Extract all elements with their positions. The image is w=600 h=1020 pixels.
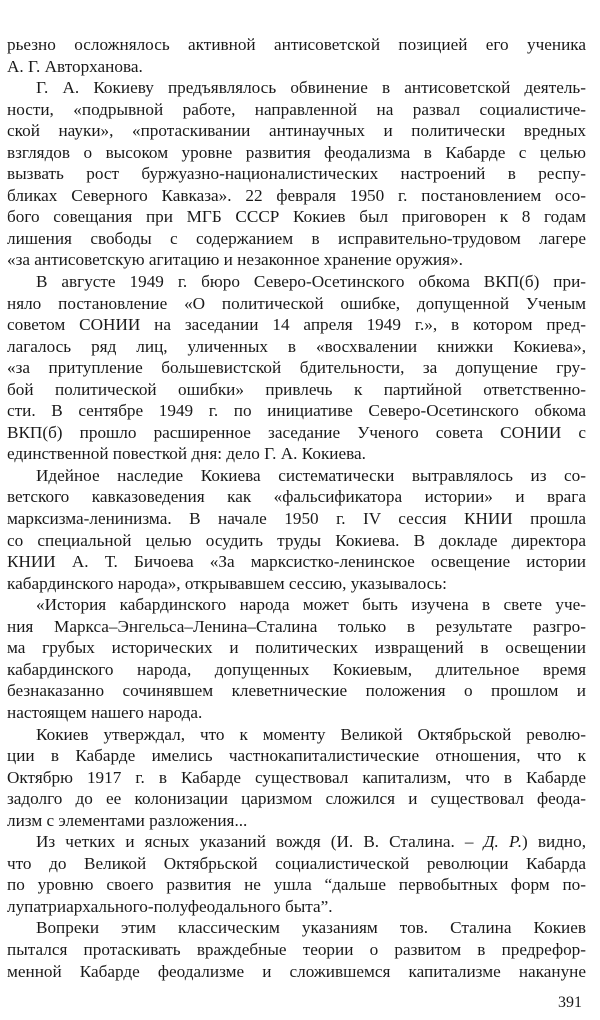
text-line: Кокиев утверждал, что к моменту Великой Октябрьской револю- [36,724,586,744]
text-line: лизм с элементами разложения... [7,810,248,830]
text-line: «История кабардинского народа может быть изучена в свете уче- [36,595,586,615]
text-line: бликах Северного Кавказа». 22 февраля 1950 г. постановлением осо- [7,185,586,205]
text-line: Вопреки этим классическим указаниям тов. Сталина Кокиев [36,918,586,938]
text-line: безнаказанно сочинявшем клеветнические положения о прошлом и [7,681,586,701]
text-line: няло постановление «О политической ошибке, допущенной Ученым [7,293,586,313]
text-line: по уровню своего развития не ушла “дальше первобытных форм по- [7,875,586,895]
text-line: ма грубых исторических и политических извращений в освещении [7,638,586,658]
paragraph [7,34,586,77]
text-line: менной Кабарде феодализме и сложившемся капитализме накануне [7,961,586,981]
paragraph [7,77,586,271]
paragraph [7,271,586,465]
text-line: Идейное наследие Кокиева систематически вытравлялось из со- [36,465,586,485]
text-line: что до Великой Октябрьской социалистической революции Кабарда [7,853,586,873]
text-line: ния Маркса–Энгельса–Ленина–Сталина только в результате разгро- [7,616,586,636]
text-segment: ) видно, [522,832,586,852]
paragraph [7,594,586,723]
text-line: ВКП(б) прошло расширенное заседание Ученого совета СОНИИ с [7,422,586,442]
paragraph [7,917,586,982]
text-line: марксизма-ленинизма. В начале 1950 г. IV сессия КНИИ прошла [7,509,586,529]
text-line: лишения свободы с содержанием в исправительно-трудовом лагере [7,228,586,248]
text-line: кабардинского народа, допущенных Кокиевым, длительное время [7,659,586,679]
text-line: Октябрю 1917 г. в Кабарде существовал капитализм, что в Кабарде [7,767,586,787]
text-line: «за притупление большевистской бдительности, за допущение гру- [7,358,586,378]
text-line: лагалось ряд лиц, уличенных в «восхвалении книжки Кокиева», [7,336,586,356]
page-body-text [7,34,586,982]
text-line: В августе 1949 г. бюро Северо-Осетинского обкома ВКП(б) при- [36,272,586,292]
text-line: ности, «подрывной работе, направленной на развал социалистиче- [7,99,586,119]
author-initials: Д. Р. [483,832,523,852]
text-line: кабардинского народа», открывавшем сессию, указывалось: [7,573,447,593]
text-line: задолго до ее колонизации царизмом сложился и существовал феода- [7,789,586,809]
text-segment: Из четких и ясных указаний вождя (И. В. Сталина. – [36,832,484,852]
text-line: рьезно осложнялось активной антисоветской позицией его ученика [7,35,586,54]
page-number: 391 [558,994,582,1011]
text-line: бого совещания при МГБ СССР Кокиев был приговорен к 8 годам [7,207,586,227]
text-line: «за антисоветскую агитацию и незаконное хранение оружия». [7,250,463,270]
text-line: Г. А. Кокиеву предъявлялось обвинение в антисоветской деятель- [36,78,586,98]
text-line: единственной повесткой дня: дело Г. А. Кокиева. [7,444,366,464]
text-line [7,831,586,853]
text-line: ветского кавказоведения как «фальсификатора истории» и врага [7,487,586,507]
text-line: пытался протаскивать враждебные теории о развитом в предрефор- [7,939,586,959]
paragraph [7,465,586,594]
paragraph [7,724,586,832]
text-line: взглядов о высоком уровне развития феодализма в Кабарде с целью [7,142,586,162]
text-line: КНИИ А. Т. Бичоева «За марксистко-ленинское освещение истории [7,552,586,572]
text-line: со специальной целью осудить труды Кокиева. В докладе директора [7,530,586,550]
text-line: ской науки», «протаскивании антинаучных и политически вредных [7,121,586,141]
text-line: лупатриархального-полуфеодального быта”. [7,896,333,916]
text-line: А. Г. Авторханова. [7,56,143,76]
text-line: настоящем нашего народа. [7,702,203,722]
text-line: сти. В сентябре 1949 г. по инициативе Северо-Осетинского обкома [7,401,586,421]
paragraph [7,831,586,917]
text-line: вызвать рост буржуазно-националистических настроений в респу- [7,164,586,184]
text-line: бой политической ошибки» привлечь к партийной ответственно- [7,379,586,399]
text-line: советом СОНИИ на заседании 14 апреля 1949 г.», в котором пред- [7,315,586,335]
text-line: ции в Кабарде имелись частнокапиталистические отношения, что к [7,746,586,766]
